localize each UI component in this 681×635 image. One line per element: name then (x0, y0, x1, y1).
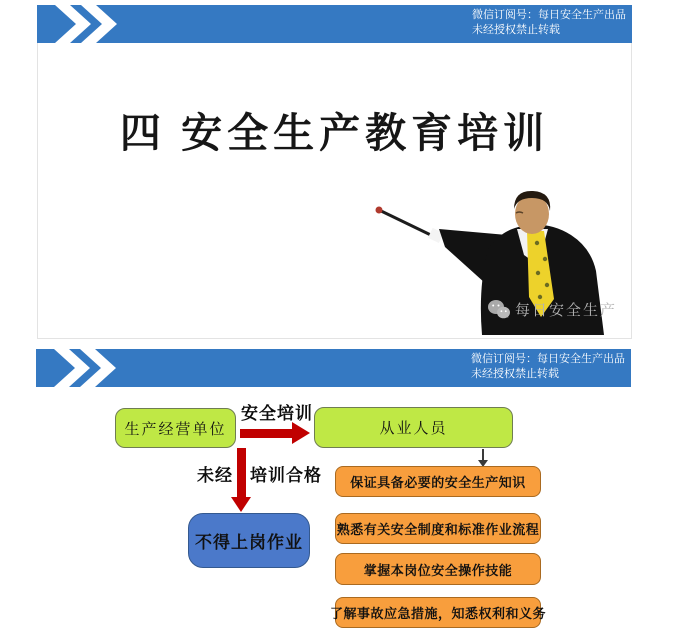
slide2-header-bar (36, 349, 631, 387)
red-arrow-right (240, 429, 292, 438)
slide1-title: 四 安全生产教育培训 (119, 110, 550, 156)
copyright-line: 未经授权禁止转载 (472, 24, 560, 36)
chevron-right-icon (55, 5, 129, 43)
flow-box-production-unit: 生产经营单位 (115, 408, 236, 448)
flow-box-no-work-allowed: 不得上岗作业 (188, 513, 310, 568)
slide1-header-text (472, 8, 626, 38)
wechat-subscription-line: 微信订阅号：每日安全生产出品 (472, 9, 626, 21)
red-arrow-down-head (231, 497, 251, 512)
red-arrow-down (237, 448, 246, 497)
copyright-line: 未经授权禁止转载 (471, 368, 559, 380)
requirement-item: 保证具备必要的安全生产知识 (335, 466, 541, 497)
wechat-logo-icon (487, 299, 511, 320)
watermark (487, 299, 617, 320)
red-arrow-right-head (292, 422, 310, 444)
flow-label-training-qualified: 培训合格 (250, 466, 322, 485)
requirement-item: 了解事故应急措施，知悉权利和义务 (335, 597, 541, 628)
slide1-header-bar (37, 5, 632, 43)
requirement-item: 熟悉有关安全制度和标准作业流程 (335, 513, 541, 544)
flow-box-workers: 从业人员 (314, 407, 513, 448)
chevron-right-icon (54, 349, 128, 387)
flow-label-safety-training: 安全培训 (241, 404, 313, 423)
watermark-text: 每日安全生产 (515, 302, 618, 319)
wechat-subscription-line: 微信订阅号：每日安全生产出品 (471, 353, 625, 365)
slide2-header-text (471, 352, 625, 382)
flow-label-untrained: 未经 (197, 466, 233, 485)
requirement-item: 掌握本岗位安全操作技能 (335, 553, 541, 585)
